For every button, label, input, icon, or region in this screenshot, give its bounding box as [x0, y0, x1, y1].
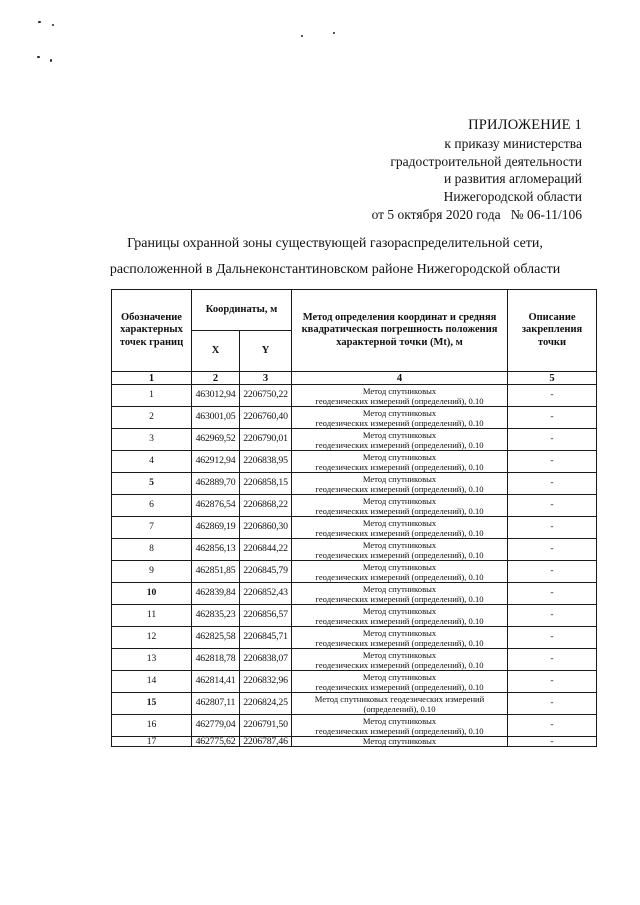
- method-line-1: Метод спутниковых: [362, 429, 437, 440]
- point-id: 14: [112, 671, 192, 693]
- method: [292, 671, 508, 693]
- table-row: [112, 737, 597, 747]
- method: [292, 429, 508, 451]
- method: [292, 627, 508, 649]
- table-row: [112, 495, 597, 517]
- point-id: 11: [112, 605, 192, 627]
- table-row: [112, 583, 597, 605]
- heading-line-1: Границы охранной зоны существующей газораспределительной сети,: [127, 236, 543, 251]
- col-number: 3: [240, 372, 292, 385]
- method-line-2: геодезических измерений (определений), 0.10: [315, 483, 484, 494]
- table-row: [112, 649, 597, 671]
- table-row: [112, 473, 597, 495]
- method-line-1: Метод спутниковых: [362, 715, 437, 726]
- point-description: -: [508, 583, 597, 605]
- method: [292, 407, 508, 429]
- point-description: -: [508, 627, 597, 649]
- point-description: -: [508, 649, 597, 671]
- method-line-1: Метод спутниковых: [362, 385, 437, 396]
- method-line-2: геодезических измерений (определений), 0.10: [315, 681, 484, 692]
- method-line-1: Метод спутниковых: [362, 517, 437, 528]
- method: [292, 693, 508, 715]
- method-line-2: геодезических измерений (определений), 0.10: [315, 549, 484, 560]
- method-line-2: геодезических измерений (определений), 0.10: [315, 571, 484, 582]
- method-line-1: Метод спутниковых: [362, 407, 437, 418]
- col-number: 1: [112, 372, 192, 385]
- method-line-2: геодезических измерений (определений), 0.10: [315, 615, 484, 626]
- heading-line-2: расположенной в Дальнеконстантиновском районе Нижегородской области: [109, 262, 561, 277]
- point-description: -: [508, 715, 597, 737]
- coord-x: 462912,94: [192, 451, 240, 473]
- coord-x: 462779,04: [192, 715, 240, 737]
- coord-y: 2206856,57: [240, 605, 292, 627]
- point-id: 4: [112, 451, 192, 473]
- point-id: 10: [112, 583, 192, 605]
- method-line-2: геодезических измерений (определений), 0.10: [315, 417, 484, 428]
- point-description: -: [508, 429, 597, 451]
- appendix-line: к приказу министерства: [444, 135, 582, 151]
- document-heading: [70, 231, 600, 283]
- point-id: 5: [112, 473, 192, 495]
- point-id: 16: [112, 715, 192, 737]
- table-row: [112, 407, 597, 429]
- table-row: [112, 517, 597, 539]
- table-row: [112, 627, 597, 649]
- method-line-1: Метод спутниковых: [362, 561, 437, 572]
- method-line-2: геодезических измерений (определений), 0.10: [315, 725, 484, 736]
- point-description: -: [508, 605, 597, 627]
- method-line-1: Метод спутниковых: [362, 671, 437, 682]
- point-id: 15: [112, 693, 192, 715]
- table-row: [112, 429, 597, 451]
- coord-x: 462851,85: [192, 561, 240, 583]
- point-id: 17: [112, 737, 192, 747]
- coord-y: 2206790,01: [240, 429, 292, 451]
- header-y: Y: [240, 331, 292, 372]
- table-row: [112, 539, 597, 561]
- point-description: -: [508, 517, 597, 539]
- method-line-1: Метод спутниковых геодезических измерений: [314, 693, 485, 704]
- method-line-2: геодезических измерений (определений), 0.10: [315, 593, 484, 604]
- coordinates-table: [111, 289, 597, 747]
- coord-y: 2206845,71: [240, 627, 292, 649]
- method-line-2: геодезических измерений (определений), 0.10: [315, 527, 484, 538]
- table-row: [112, 671, 597, 693]
- coord-x: 462775,62: [192, 737, 240, 747]
- method-line-1: Метод спутниковых: [362, 451, 437, 462]
- point-id: 2: [112, 407, 192, 429]
- coord-y: 2206838,07: [240, 649, 292, 671]
- point-id: 13: [112, 649, 192, 671]
- point-description: -: [508, 407, 597, 429]
- method-line-2: (определений), 0.10: [363, 703, 436, 714]
- col-number: 5: [508, 372, 597, 385]
- method: [292, 715, 508, 737]
- method-line-1: Метод спутниковых: [362, 605, 437, 616]
- method-line-1: Метод спутниковых: [362, 583, 437, 594]
- appendix-line: и развития агломераций: [443, 171, 582, 187]
- coord-y: 2206852,43: [240, 583, 292, 605]
- coord-y: 2206845,79: [240, 561, 292, 583]
- point-id: 9: [112, 561, 192, 583]
- method: [292, 605, 508, 627]
- method-line-2: геодезических измерений (определений), 0.10: [315, 505, 484, 516]
- method-line-2: геодезических измерений (определений), 0.10: [315, 439, 484, 450]
- point-description: -: [508, 737, 597, 747]
- method-line-2: геодезических измерений (определений), 0.10: [315, 461, 484, 472]
- coord-y: 2206760,40: [240, 407, 292, 429]
- method: [292, 495, 508, 517]
- table-row: [112, 385, 597, 407]
- appendix-block: [282, 117, 582, 224]
- appendix-line: градостроительной деятельности: [390, 153, 582, 169]
- coord-y: 2206787,46: [240, 737, 292, 747]
- coord-x: 462807,11: [192, 693, 240, 715]
- col-number: 2: [192, 372, 240, 385]
- point-description: -: [508, 451, 597, 473]
- coord-x: 462856,13: [192, 539, 240, 561]
- header-description: Описание закрепления точки: [508, 290, 597, 372]
- point-description: -: [508, 693, 597, 715]
- point-description: -: [508, 561, 597, 583]
- coord-x: 462818,78: [192, 649, 240, 671]
- coord-y: 2206858,15: [240, 473, 292, 495]
- header-method: Метод определения координат и средняя квадратическая погрешность положения характерной точки (Mt), м: [292, 290, 508, 372]
- coord-x: 462969,52: [192, 429, 240, 451]
- point-id: 12: [112, 627, 192, 649]
- method-line-1: Метод спутниковых: [362, 473, 437, 484]
- point-id: 6: [112, 495, 192, 517]
- method-line-1: Метод спутниковых: [362, 495, 437, 506]
- coord-y: 2206860,30: [240, 517, 292, 539]
- coord-x: 463001,05: [192, 407, 240, 429]
- table-row: [112, 561, 597, 583]
- method: [292, 649, 508, 671]
- header-point: Обозначение характерных точек границ: [112, 290, 192, 372]
- point-description: -: [508, 385, 597, 407]
- method-line-2: геодезических измерений (определений), 0.10: [315, 637, 484, 648]
- point-description: -: [508, 495, 597, 517]
- appendix-line: Нижегородской области: [443, 189, 582, 205]
- point-id: 1: [112, 385, 192, 407]
- method-line-1: Метод спутниковых: [362, 649, 437, 660]
- method-line-2: геодезических измерений (определений), 0.10: [315, 659, 484, 670]
- method-line-1: Метод спутниковых: [362, 539, 437, 550]
- header-x: X: [192, 331, 240, 372]
- method-line-1: Метод спутниковых: [362, 627, 437, 638]
- method-line-2: геодезических измерений (определений), 0.10: [315, 395, 484, 406]
- point-id: 3: [112, 429, 192, 451]
- method: [292, 583, 508, 605]
- coord-x: 462876,54: [192, 495, 240, 517]
- col-number: 4: [292, 372, 508, 385]
- coord-y: 2206868,22: [240, 495, 292, 517]
- method: [292, 539, 508, 561]
- coord-x: 462814,41: [192, 671, 240, 693]
- coord-y: 2206750,22: [240, 385, 292, 407]
- coord-x: 462839,84: [192, 583, 240, 605]
- coord-y: 2206791,50: [240, 715, 292, 737]
- coord-x: 463012,94: [192, 385, 240, 407]
- table-row: [112, 693, 597, 715]
- coord-y: 2206832,96: [240, 671, 292, 693]
- method-line-1: Метод спутниковых: [362, 736, 437, 746]
- coord-x: 462889,70: [192, 473, 240, 495]
- appendix-title: ПРИЛОЖЕНИЕ 1: [468, 117, 582, 133]
- table-row: [112, 605, 597, 627]
- point-description: -: [508, 539, 597, 561]
- coord-y: 2206838,95: [240, 451, 292, 473]
- method: [292, 385, 508, 407]
- method: [292, 451, 508, 473]
- coord-x: 462869,19: [192, 517, 240, 539]
- table-row: [112, 715, 597, 737]
- point-description: -: [508, 473, 597, 495]
- appendix-line: от 5 октября 2020 года № 06-11/106: [371, 206, 582, 222]
- coord-x: 462825,58: [192, 627, 240, 649]
- method: [292, 737, 508, 747]
- table-row: [112, 451, 597, 473]
- method: [292, 517, 508, 539]
- coord-y: 2206824,25: [240, 693, 292, 715]
- point-id: 8: [112, 539, 192, 561]
- coord-y: 2206844,22: [240, 539, 292, 561]
- point-description: -: [508, 671, 597, 693]
- method: [292, 473, 508, 495]
- point-id: 7: [112, 517, 192, 539]
- header-coords: Координаты, м: [192, 290, 292, 331]
- method: [292, 561, 508, 583]
- coord-x: 462835,23: [192, 605, 240, 627]
